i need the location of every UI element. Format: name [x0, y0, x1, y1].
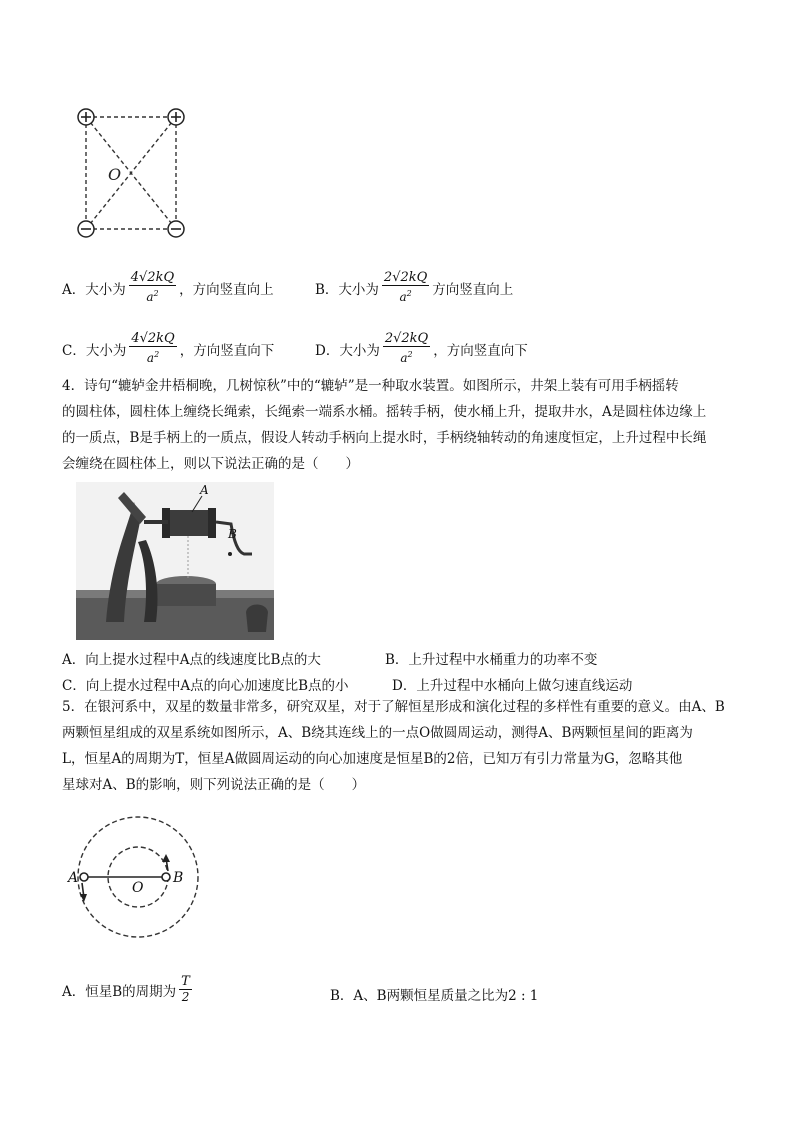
q5-stem-line: 5．在银河系中，双星的数量非常多，研究双星，对于了解恒星形成和演化过程的多样性有重要的意义。由A、B [62, 699, 725, 715]
q3-option-c[interactable]: C．大小为 $\frac{4√2kQ}{a^2}$ ，方向竖直向下 [62, 331, 275, 365]
fraction: $\frac{2√2kQ}{a^2}$ [384, 331, 429, 365]
q4-label-b: B [228, 527, 237, 541]
q5-label-b: B [173, 870, 184, 886]
q5-label-o: O [132, 880, 144, 896]
fraction: $\frac{4√2kQ}{a^2}$ [130, 270, 175, 304]
q5-stem-line: L，恒星A的周期为T，恒星A做圆周运动的向心加速度是恒星B的2倍，已知万有引力常量为G，忽略其他 [62, 751, 683, 767]
q3-option-a[interactable]: A．大小为 $\frac{4√2kQ}{a^2}$ ，方向竖直向上 [62, 270, 274, 304]
q4-windlass-figure [76, 482, 274, 640]
q5-stem-line: 两颗恒星组成的双星系统如图所示，A、B绕其连线上的一点O做圆周运动，测得A、B两颗恒星间的距离为 [62, 725, 693, 741]
fraction: $\frac{4√2kQ}{a^2}$ [131, 331, 175, 365]
q5-stem-line: 星球对A、B的影响，则下列说法正确的是（ ） [62, 777, 366, 793]
q4-stem-line: 会缠绕在圆柱体上，则以下说法正确的是（ ） [62, 456, 359, 472]
fraction: $\frac{2√2kQ}{a^2}$ [383, 270, 428, 304]
q4-label-a: A [200, 483, 209, 497]
q3-option-b[interactable]: B．大小为 $\frac{2√2kQ}{a^2}$ 方向竖直向上 [315, 270, 514, 304]
q3-option-d[interactable]: D．大小为 $\frac{2√2kQ}{a^2}$ ，方向竖直向下 [315, 331, 528, 365]
q5-binary-star-figure [62, 800, 212, 950]
q3-charge-square-figure [70, 100, 200, 245]
q4-option-c[interactable]: C．向上提水过程中A点的向心加速度比B点的小 [62, 678, 349, 694]
q4-stem-line: 4．诗句“辘轳金井梧桐晚，几树惊秋”中的“辘轳”是一种取水装置。如图所示，井架上装有可用手柄摇转 [62, 378, 679, 394]
q4-option-d[interactable]: D．上升过程中水桶向上做匀速直线运动 [392, 678, 633, 694]
q4-option-a[interactable]: A．向上提水过程中A点的线速度比B点的大 [62, 652, 321, 668]
fraction: $\frac{T}{2}$ [181, 974, 190, 1004]
q4-option-b[interactable]: B．上升过程中水桶重力的功率不变 [385, 652, 598, 668]
q5-option-b[interactable]: B．A、B两颗恒星质量之比为2 : 1 [330, 988, 539, 1004]
q5-label-a: A [68, 870, 79, 886]
q5-option-a[interactable]: A．恒星B的周期为 $\frac{T}{2}$ [62, 974, 190, 1004]
q3-center-label: O [108, 165, 122, 184]
q4-stem-line: 的圆柱体，圆柱体上缠绕长绳索，长绳索一端系水桶。摇转手柄，使水桶上升，提取井水，A是圆柱体边缘上 [62, 404, 707, 420]
q4-stem-line: 的一质点，B是手柄上的一质点，假设人转动手柄向上提水时，手柄绕轴转动的角速度恒定，上升过程中长绳 [62, 430, 707, 446]
